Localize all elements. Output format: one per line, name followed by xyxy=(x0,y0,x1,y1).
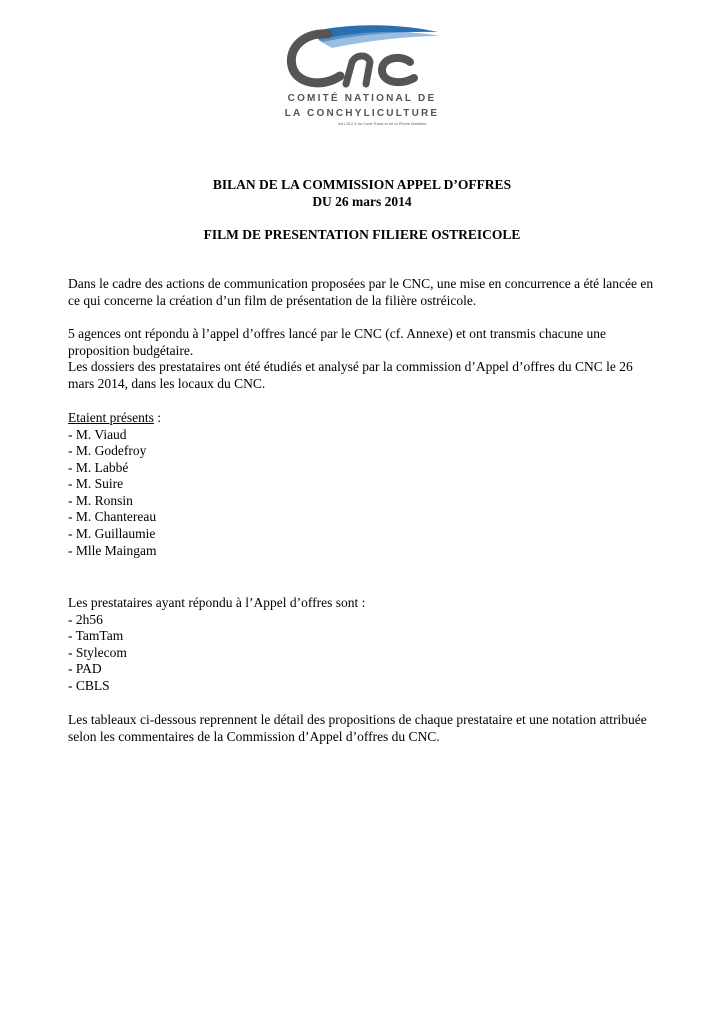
providers-list xyxy=(68,612,658,695)
attendees-heading xyxy=(68,410,658,427)
paragraph-review: Les dossiers des prestataires ont été étudiés et analysé par la commission d’Appel d’offres du CNC le 26 mars 2014, dans les locaux du CNC. xyxy=(68,359,633,391)
attendees-section xyxy=(68,410,658,559)
cnc-logo-mark xyxy=(282,22,442,94)
list-item: - M. Ronsin xyxy=(68,492,133,508)
attendees-label: Etaient présents xyxy=(68,410,154,425)
document-title: BILAN DE LA COMMISSION APPEL D’OFFRES xyxy=(212,177,512,192)
paragraph-closing: Les tableaux ci-dessous reprennent le détail des propositions de chaque prestataire et une notation attribuée selon les commentaires de la Commission d’Appel d’offres du CNC. xyxy=(68,712,647,744)
list-item: - Stylecom xyxy=(68,644,127,660)
paragraph-intro: Dans le cadre des actions de communication proposées par le CNC, une mise en concurrence a été lancée en ce qui concerne la création d’un film de présentation de la filière ostréicole. xyxy=(68,276,654,308)
list-item: - M. Suire xyxy=(68,476,124,492)
list-item: - M. Chantereau xyxy=(68,509,157,525)
logo-legal-line: Art.L912.6 du Code Rural et de la Pêche Maritime xyxy=(338,121,427,126)
list-item: - M. Guillaumie xyxy=(68,526,156,542)
list-item: - M. Godefroy xyxy=(68,443,147,459)
list-item: - M. Labbé xyxy=(68,459,129,475)
attendees-list xyxy=(68,427,658,560)
list-item: - TamTam xyxy=(68,628,124,644)
paragraph-agencies: 5 agences ont répondu à l’appel d’offres lancé par le CNC (cf. Annexe) et ont transmis chacune une proposition budgétaire. xyxy=(68,326,607,358)
logo-line-1: COMITÉ NATIONAL DE xyxy=(287,93,437,104)
logo-line-2: LA CONCHYLICULTURE xyxy=(284,108,440,119)
list-item: - PAD xyxy=(68,661,102,677)
providers-section xyxy=(68,595,658,694)
list-item: - CBLS xyxy=(68,677,110,693)
cnc-logo xyxy=(282,22,442,128)
list-item: - 2h56 xyxy=(68,611,103,627)
document-date: DU 26 mars 2014 xyxy=(312,194,412,209)
list-item: - M. Viaud xyxy=(68,426,127,442)
document-subtitle: FILM DE PRESENTATION FILIERE OSTREICOLE xyxy=(203,227,521,242)
attendees-colon: : xyxy=(153,410,161,425)
list-item: - Mlle Maingam xyxy=(68,542,157,558)
providers-intro: Les prestataires ayant répondu à l’Appel d’offres sont : xyxy=(68,595,366,610)
